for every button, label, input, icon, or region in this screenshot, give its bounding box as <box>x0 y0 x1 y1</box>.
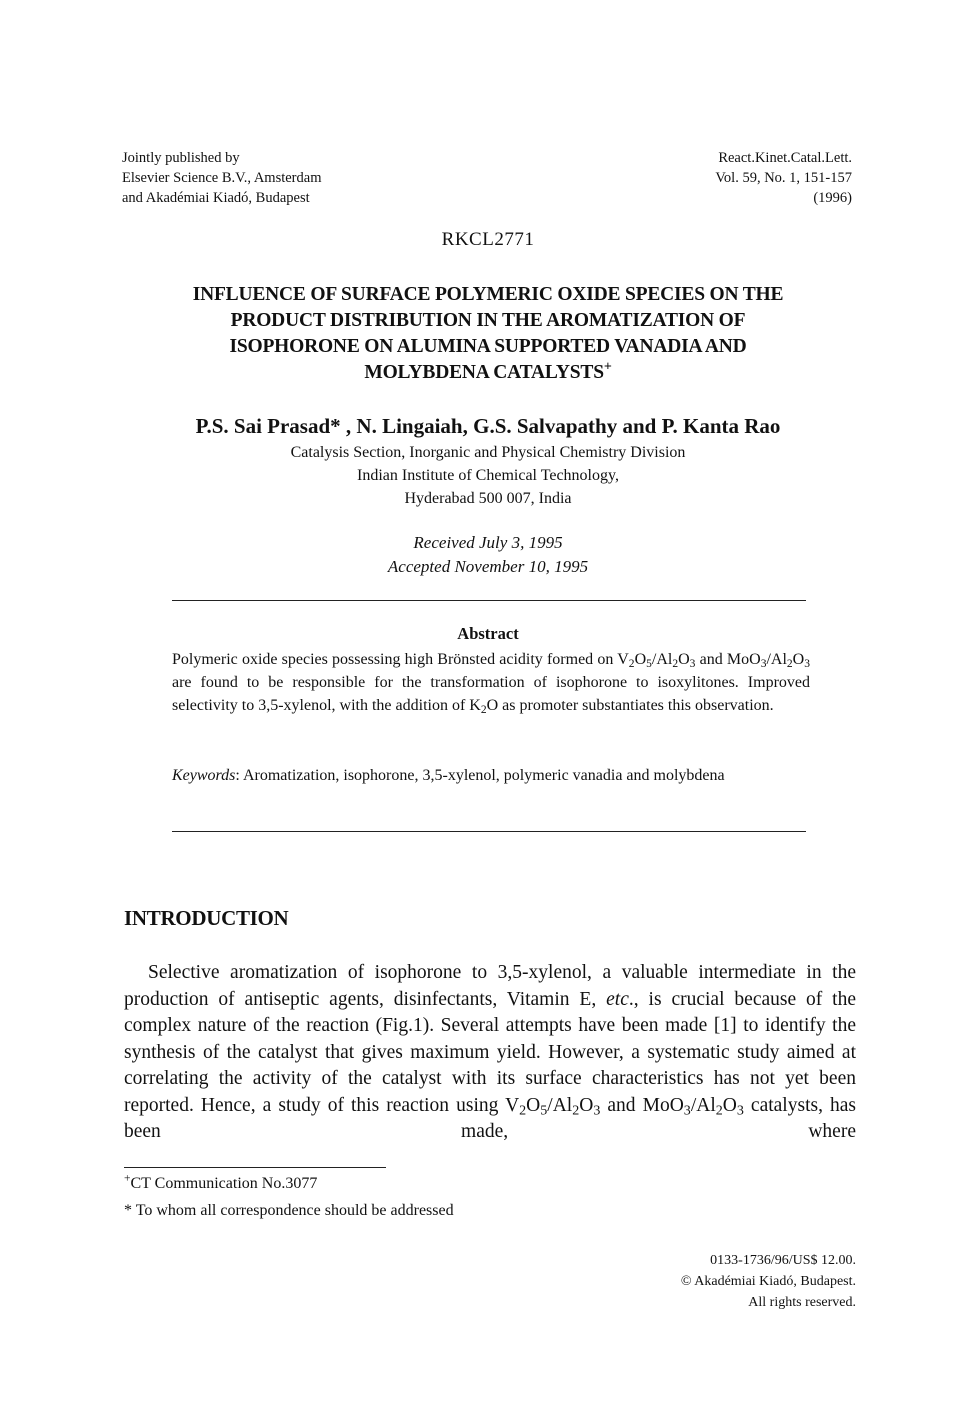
title-footnote-mark: + <box>603 358 612 375</box>
abstract-text-part: /Al <box>766 651 787 668</box>
footnote-mark: + <box>124 1172 131 1185</box>
subscript: 2 <box>519 1102 527 1118</box>
intro-text-part: /Al <box>547 1094 573 1116</box>
intro-text-part: ., is crucial because of the complex nature of the reaction (Fig.1). Several attempts have been made [1] to identify the synthesis of the catalyst that gives maximum yield. However, a systematic study aimed at correlating the activity of the catalyst with its surface characteristics has not yet been reported. Hence, a study of this reaction using V <box>124 988 857 1116</box>
subscript: 2 <box>628 657 635 670</box>
subscript: 5 <box>540 1102 548 1118</box>
affiliation <box>0 441 976 510</box>
article-code: RKCL2771 <box>441 229 535 250</box>
intro-text-italic: etc <box>606 988 629 1010</box>
intro-text-part: /Al <box>690 1094 716 1116</box>
publisher-info <box>122 148 321 208</box>
title-line: MOLYBDENA CATALYSTS <box>364 362 604 383</box>
title-line-last <box>120 360 856 386</box>
footnote: * To whom all correspondence should be addressed <box>124 1202 454 1219</box>
intro-text-part: O <box>579 1094 594 1116</box>
abstract-heading: Abstract <box>457 624 519 643</box>
abstract-text-part: O <box>792 651 805 668</box>
intro-text-part: catalysts, has been made, where <box>124 1094 857 1142</box>
abstract-text-part: and MoO <box>695 651 761 668</box>
affiliation-line: Indian Institute of Chemical Technology, <box>357 467 619 484</box>
divider <box>172 831 806 832</box>
divider <box>172 600 806 601</box>
publisher-line: and Akadémiai Kiadó, Budapest <box>122 190 310 206</box>
title-line: PRODUCT DISTRIBUTION IN THE AROMATIZATION OF <box>230 310 746 331</box>
keywords-text: : Aromatization, isophorone, 3,5-xylenol, polymeric vanadia and molybdena <box>235 767 725 784</box>
subscript: 2 <box>572 1102 580 1118</box>
subscript: 3 <box>804 657 810 670</box>
abstract-text <box>172 648 810 717</box>
publisher-line: Elsevier Science B.V., Amsterdam <box>122 170 322 186</box>
copyright-block <box>681 1250 856 1313</box>
abstract-text-part: O as promoter substantiates this observation. <box>486 697 774 714</box>
abstract-text-part: Polymeric oxide species possessing high Brönsted acidity formed on V <box>172 651 629 668</box>
footnote-text: CT Communication No.3077 <box>130 1175 318 1192</box>
subscript: 3 <box>760 657 767 670</box>
journal-info <box>715 148 852 208</box>
title-line: ISOPHORONE ON ALUMINA SUPPORTED VANADIA AND <box>229 336 747 357</box>
subscript: 2 <box>715 1102 723 1118</box>
abstract-text-part: /Al <box>651 651 673 668</box>
received-date: Received July 3, 1995 <box>413 533 563 552</box>
copyright-line: All rights reserved. <box>748 1295 856 1310</box>
publisher-line: Jointly published by <box>122 150 240 166</box>
intro-text-part: and MoO <box>600 1094 684 1116</box>
journal-line: React.Kinet.Catal.Lett. <box>718 150 852 166</box>
section-heading: INTRODUCTION <box>124 906 289 930</box>
keywords <box>172 764 810 787</box>
subscript: 3 <box>689 657 696 670</box>
paper-title <box>120 282 856 386</box>
copyright-line: 0133-1736/96/US$ 12.00. <box>710 1253 856 1268</box>
subscript: 3 <box>736 1102 744 1118</box>
copyright-line: © Akadémiai Kiadó, Budapest. <box>680 1274 856 1289</box>
intro-text-part: O <box>526 1094 541 1116</box>
introduction-paragraph <box>124 960 856 1146</box>
abstract-text-part: O <box>678 651 690 668</box>
subscript: 3 <box>683 1102 691 1118</box>
introduction-text <box>124 960 856 1146</box>
keywords-label: Keywords <box>172 767 236 784</box>
footnote-divider <box>124 1167 386 1168</box>
author-list: P.S. Sai Prasad* , N. Lingaiah, G.S. Salvapathy and P. Kanta Rao <box>195 414 781 438</box>
abstract-text-part: are found to be responsible for the transformation of isophorone to isoxylitones. Improved selectivity to 3,5-xylenol, with the addition of K <box>172 674 810 714</box>
journal-line: Vol. 59, No. 1, 151-157 <box>715 170 852 186</box>
footnote <box>124 1172 318 1193</box>
subscript: 2 <box>672 657 679 670</box>
abstract-text-part: O <box>634 651 647 668</box>
intro-text-part: Selective aromatization of isophorone to 3,5-xylenol, a valuable intermediate in the production of antiseptic agents, disinfectants, Vitamin E, <box>124 962 856 1010</box>
title-line: INFLUENCE OF SURFACE POLYMERIC OXIDE SPECIES ON THE <box>192 284 784 305</box>
affiliation-line: Hyderabad 500 007, India <box>404 490 572 507</box>
journal-line: (1996) <box>813 190 852 206</box>
dates <box>0 531 976 579</box>
intro-text-part: O <box>722 1094 737 1116</box>
subscript: 2 <box>480 703 487 716</box>
subscript: 2 <box>786 657 793 670</box>
accepted-date: Accepted November 10, 1995 <box>387 557 589 576</box>
affiliation-line: Catalysis Section, Inorganic and Physical Chemistry Division <box>290 444 686 461</box>
subscript: 5 <box>646 657 652 670</box>
subscript: 3 <box>593 1102 601 1118</box>
